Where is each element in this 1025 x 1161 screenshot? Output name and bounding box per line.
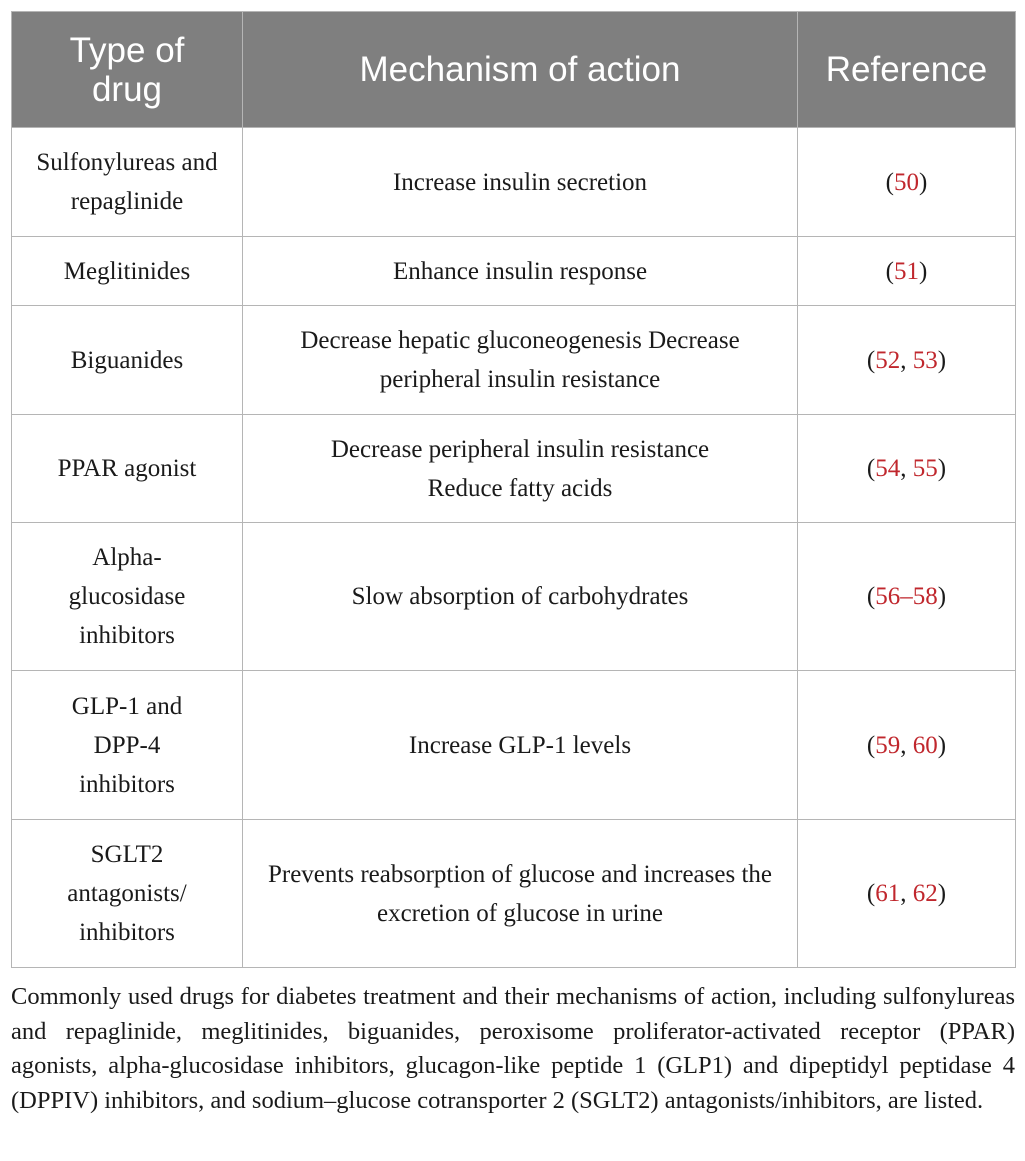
ref-close-paren: ) (937, 346, 947, 374)
mechanism-cell: Prevents reabsorption of glucose and increases the excretion of glucose in urine (243, 820, 798, 968)
ref-open-paren: ( (866, 731, 876, 759)
ref-close-paren: ) (919, 168, 928, 196)
ref-link[interactable]: 61 (875, 880, 901, 907)
table-row (12, 671, 1016, 820)
ref-link[interactable]: 62 (912, 880, 938, 907)
header-mechanism (243, 12, 798, 128)
ref-link[interactable]: 59 (875, 731, 901, 759)
drug-mechanism-table (11, 11, 1016, 968)
ref-link[interactable]: 54 (875, 455, 901, 482)
ref-link[interactable]: 58 (912, 583, 938, 610)
ref-open-paren: ( (866, 880, 876, 907)
drug-cell: SGLT2 antagonists/ inhibitors (12, 820, 243, 968)
mechanism-cell: Decrease peripheral insulin resistance Reduce fatty acids (243, 415, 798, 523)
table-caption: Commonly used drugs for diabetes treatment and their mechanisms of action, including sulfonylureas and repaglinide, meglitinides, biguanides, peroxisome proliferator-activated receptor (PPAR) agonists, alpha-glucosidase inhibitors, glucagon-like peptide 1 (GLP1) and dipeptidyl peptidase 4 (DPPIV) inhibitors, and sodium–glucose cotransporter 2 (SGLT2) antagonists/inhibitors, are listed. (11, 983, 1015, 1114)
ref-separator: , (900, 731, 913, 759)
ref-close-paren: ) (937, 880, 947, 907)
header-label: Reference (825, 50, 988, 89)
ref-close-paren: ) (937, 583, 947, 610)
reference-cell (798, 415, 1016, 523)
ref-link[interactable]: 56 (875, 583, 901, 610)
header-row (12, 12, 1016, 128)
reference-cell (798, 671, 1016, 820)
header-label: Mechanism of action (359, 50, 681, 89)
ref-link[interactable]: 60 (912, 731, 938, 759)
ref-link[interactable]: 53 (912, 346, 938, 374)
table-row (12, 306, 1016, 415)
ref-open-paren: ( (885, 257, 894, 285)
ref-open-paren: ( (866, 455, 876, 482)
header-reference (798, 12, 1016, 128)
reference-cell (798, 306, 1016, 415)
mechanism-cell: Enhance insulin response (243, 237, 798, 306)
mechanism-cell: Increase GLP-1 levels (243, 671, 798, 820)
mechanism-cell: Increase insulin secretion (243, 128, 798, 237)
drug-cell: Meglitinides (12, 237, 243, 306)
ref-separator: , (900, 880, 913, 907)
ref-close-paren: ) (937, 731, 947, 759)
ref-link[interactable]: 51 (894, 257, 919, 285)
ref-separator: , (900, 346, 913, 374)
reference-cell (798, 128, 1016, 237)
ref-open-paren: ( (866, 583, 876, 610)
header-label: Type of drug (69, 30, 185, 109)
ref-link[interactable]: 55 (912, 455, 938, 482)
mechanism-cell: Slow absorption of carbohydrates (243, 523, 798, 671)
ref-separator: – (900, 583, 913, 610)
reference-cell (798, 820, 1016, 968)
ref-link[interactable]: 52 (875, 346, 901, 374)
ref-open-paren: ( (866, 346, 876, 374)
ref-close-paren: ) (937, 455, 947, 482)
drug-table-container (11, 11, 1015, 968)
table-row (12, 415, 1016, 523)
drug-cell: GLP-1 and DPP-4 inhibitors (12, 671, 243, 820)
table-row (12, 128, 1016, 237)
table-row (12, 237, 1016, 306)
table-row (12, 820, 1016, 968)
drug-cell: Biguanides (12, 306, 243, 415)
ref-open-paren: ( (885, 168, 894, 196)
ref-link[interactable]: 50 (894, 168, 919, 196)
table-body (12, 128, 1016, 968)
ref-close-paren: ) (919, 257, 928, 285)
reference-cell (798, 523, 1016, 671)
drug-cell: Sulfonylureas and repaglinide (12, 128, 243, 237)
reference-cell (798, 237, 1016, 306)
ref-separator: , (900, 455, 913, 482)
table-row (12, 523, 1016, 671)
mechanism-cell: Decrease hepatic gluconeogenesis Decrease peripheral insulin resistance (243, 306, 798, 415)
table-header (12, 12, 1016, 128)
header-type-of-drug (12, 12, 243, 128)
drug-cell: PPAR agonist (12, 415, 243, 523)
drug-cell: Alpha-glucosidase inhibitors (12, 523, 243, 671)
